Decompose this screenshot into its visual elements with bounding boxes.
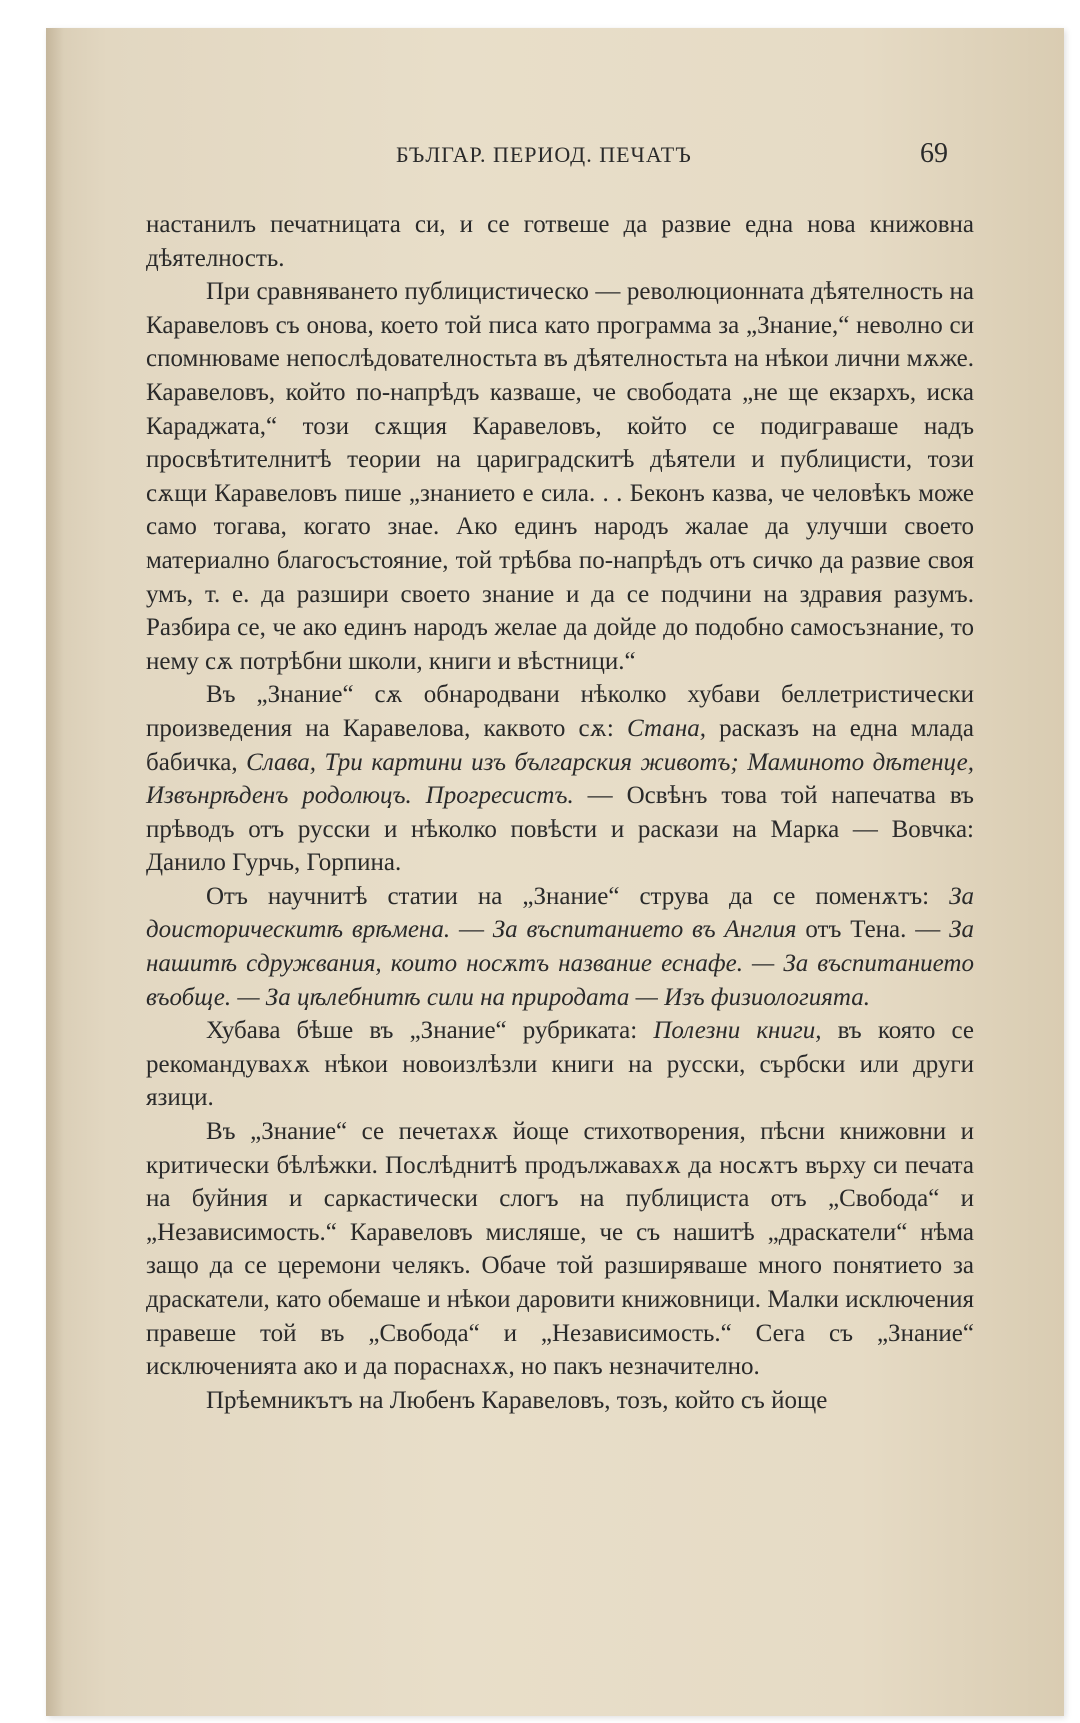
paragraph: [146, 275, 974, 678]
italic-title: Полезни книги,: [653, 1017, 822, 1045]
book-page: [46, 28, 1064, 1716]
text-segment: расказъ на една млада бабичка,: [146, 714, 974, 776]
running-title: БЪЛГАР. ПЕРИОД. ПЕЧАТЪ: [396, 142, 692, 167]
text-segment: —: [450, 916, 493, 944]
page-header: [46, 138, 1064, 182]
text-segment: отъ Тена. —: [796, 916, 950, 944]
paragraph: [146, 1384, 974, 1418]
text-segment: Въ „Знание“ се печетахѫ йоще стихотворения, пѣсни книжовни и критически бѣлѣжки. Послѣднитѣ продължавахѫ да носѫтъ върху си печата на буйния и саркастически слогъ на публициста отъ „Свобода“ и „Независимость.“ Каравеловъ мисляше, че съ нашитѣ „драскатели“ нѣма защо да се церемони челякъ. Обаче той разширяваше много понятието за драскатели, като обемаше и нѣкои даровити книжовници. Малки исключения правеше той въ „Свобода“ и „Независимость.“ Сега съ „Знание“ исключенията ако и да пораснахѫ, но пакъ незначително.: [146, 1118, 974, 1381]
paragraph: [146, 880, 974, 1014]
paragraph: [146, 1115, 974, 1384]
italic-title: Стана,: [626, 714, 706, 742]
paragraph: [146, 1014, 974, 1115]
text-segment: — Освѣнъ това той напечатва въ прѣводъ отъ русски и нѣколко повѣсти и раскази на Марка — Вовчка: Данило Гурчь, Горпина.: [146, 782, 974, 877]
text-segment: Отъ научнитѣ статии на „Знание“ струва да се поменѫтъ:: [206, 882, 950, 910]
italic-title: За нашитѣ сдружвания, които носѫтъ название еснафе. — За въспитанието въобще. — За цѣлебнитѣ сили на природата — Изъ физиологията.: [146, 916, 974, 1011]
paragraph: [146, 208, 974, 275]
text-segment: Въ „Знание“ сѫ обнародвани нѣколко хубави беллетристически произведения на Каравелова, каквото сѫ:: [146, 681, 974, 742]
italic-title: Слава, Три картини изъ българския животъ; Маминото дѣтенце, Извънрѣденъ родолюцъ. Прогресистъ.: [146, 748, 974, 810]
italic-title: За въспитанието въ Англия: [492, 916, 797, 944]
text-segment: Прѣемникътъ на Любенъ Каравеловъ, тозъ, който съ йоще: [206, 1386, 828, 1414]
body-text: [146, 208, 974, 1417]
text-segment: Хубава бѣше въ „Знание“ рубриката:: [206, 1017, 654, 1045]
text-segment: настанилъ печатницата си, и се готвеше да развие една нова книжовна дѣятелность.: [146, 211, 974, 272]
italic-title: За доисторическитѣ врѣмена.: [146, 882, 974, 944]
page-number: 69: [920, 138, 948, 169]
text-segment: При сравняването публицистическо — революционната дѣятелность на Каравеловъ съ онова, което той писа като программа за „Знание,“ неволно си спомнюваме непослѣдователностьта въ дѣятелностьта на нѣкои лични мѫже. Каравеловъ, който по-напрѣдъ казваше, че свободата „не ще екзархъ, иска Караджата,“ този сѫщия Каравеловъ, който се подиграваше надъ просвѣтителнитѣ теории на цариградскитѣ дѣятели и публицисти, този сѫщи Каравеловъ пише „знанието е сила. . . Беконъ казва, че человѣкъ може само тогава, когато знае. Ако единъ народъ жалае да улучши своето материално благосъстояние, той трѣбва по-напрѣдъ отъ сичко да развие своя умъ, т. е. да разшири своето знание и да се подчини на здравия разумъ. Разбира се, че ако единъ народъ желае да дойде до подобно самосъзнание, то нему сѫ потрѣбни школи, книги и вѣстници.“: [146, 278, 974, 675]
text-segment: въ която се рекомандувахѫ нѣкои новоизлѣзли книги на русски, сърбски или други язици.: [146, 1017, 974, 1112]
paragraph: [146, 678, 974, 880]
